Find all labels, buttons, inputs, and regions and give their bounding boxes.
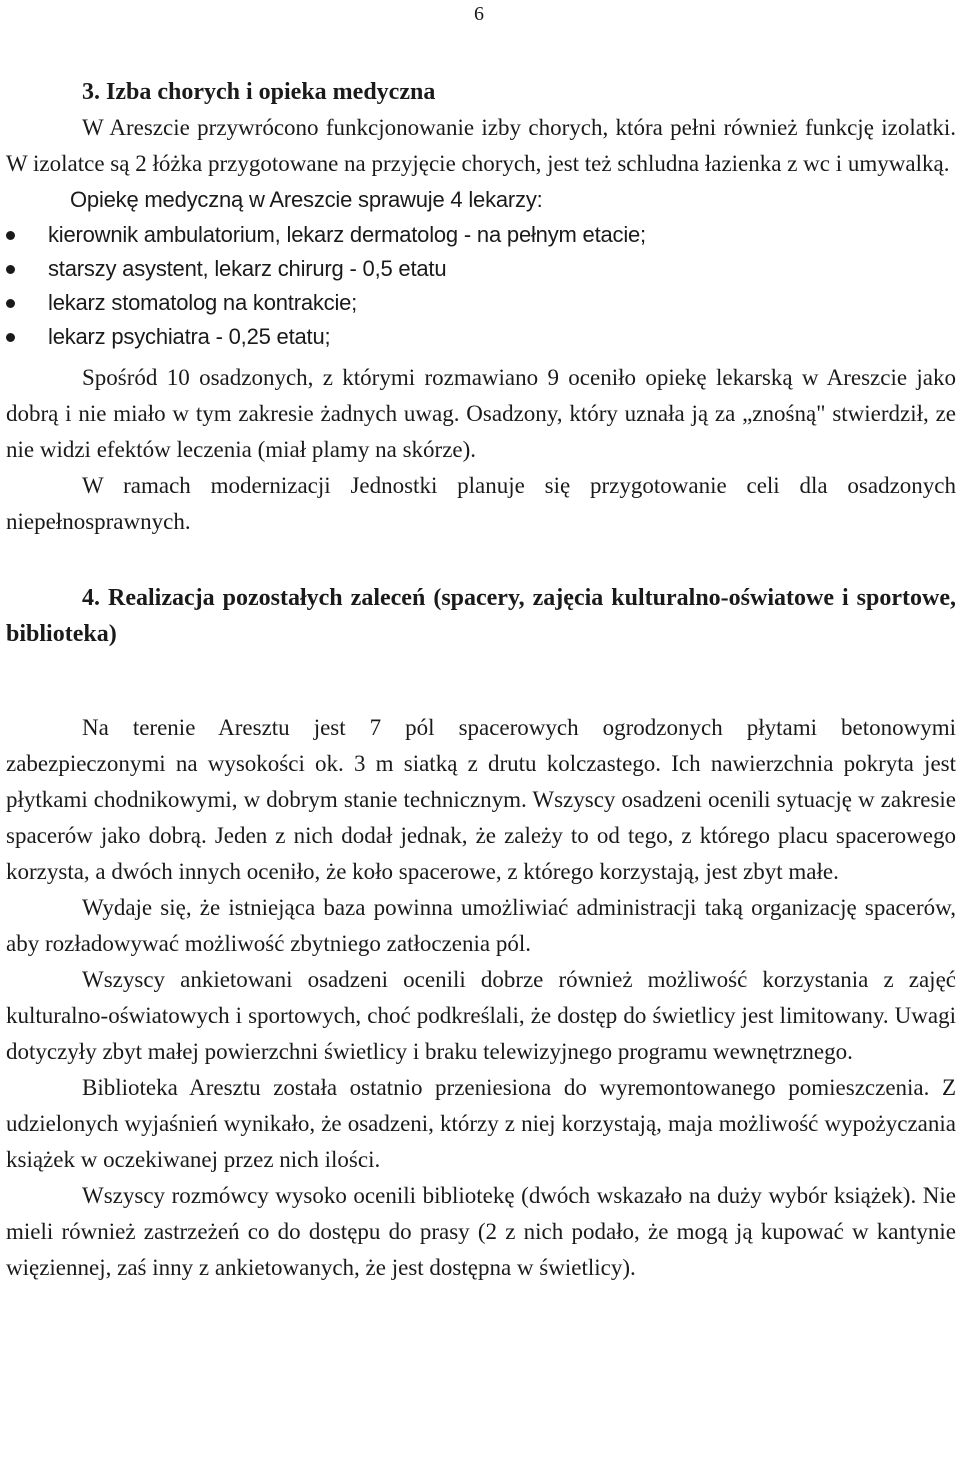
doctors-list: [6, 218, 956, 354]
section-3-heading: 3. Izba chorych i opieka medyczna: [82, 79, 436, 105]
section-3-paragraph-2: Spośród 10 osadzonych, z którymi rozmawiano 9 oceniło opiekę lekarską w Areszcie jako dobrą i nie miało w tym zakresie żadnych uwag. Osadzony, który uznała ją za „znośną" stwierdził, ze nie widzi efektów leczenia (miał plamy na skórze).: [6, 365, 956, 462]
doctors-list-item-text: kierownik ambulatorium, lekarz dermatolog - na pełnym etacie;: [48, 222, 646, 247]
doctors-list-item-text: lekarz psychiatra - 0,25 etatu;: [48, 324, 331, 349]
bullet-icon: [6, 299, 15, 308]
section-4-paragraph: Biblioteka Aresztu została ostatnio przeniesiona do wyremontowanego pomieszczenia. Z udzielonych wyjaśnień wynikało, że osadzeni, którzy z niej korzystają, maja możliwość wypożyczania książek w oczekiwanej przez nich ilości.: [6, 1075, 956, 1172]
medical-care-intro: Opiekę medyczną w Areszcie sprawuje 4 lekarzy:: [70, 187, 543, 212]
doctors-list-item-text: starszy asystent, lekarz chirurg - 0,5 etatu: [48, 256, 447, 281]
doctors-list-item: [6, 252, 956, 286]
doctors-list-item: [6, 320, 956, 354]
section-3-paragraph-3: W ramach modernizacji Jednostki planuje się przygotowanie celi dla osadzonych niepełnosprawnych.: [6, 473, 956, 534]
section-4-paragraph: Wszyscy rozmówcy wysoko ocenili bibliotekę (dwóch wskazało na duży wybór książek). Nie mieli również zastrzeżeń co do dostępu do prasy (2 z nich podało, że mogą ją kupować w kantynie więziennej, zaś inny z ankietowanych, że jest dostępna w świetlicy).: [6, 1183, 956, 1280]
doctors-list-item-text: lekarz stomatolog na kontrakcie;: [48, 290, 358, 315]
section-4-heading: 4. Realizacja pozostałych zaleceń (spacery, zajęcia kulturalno-oświatowe i sportowe, biblioteka): [6, 585, 956, 647]
doctors-list-item: [6, 218, 956, 252]
page-number: 6: [474, 3, 484, 25]
section-4-paragraph: Na terenie Aresztu jest 7 pól spacerowych ogrodzonych płytami betonowymi zabezpieczonymi na wysokości ok. 3 m siatką z drutu kolczastego. Ich nawierzchnia pokryta jest płytkami chodnikowymi, w dobrym stanie technicznym. Wszyscy osadzeni ocenili sytuację w zakresie spacerów jako dobrą. Jeden z nich dodał jednak, że zależy to od tego, z którego placu spacerowego korzysta, a dwóch innych oceniło, że koło spacerowe, z którego korzystają, jest zbyt małe.: [6, 715, 956, 884]
bullet-icon: [6, 333, 15, 342]
bullet-icon: [6, 265, 15, 274]
section-4-paragraph: Wydaje się, że istniejąca baza powinna umożliwiać administracji taką organizację spacerów, aby rozładowywać możliwość zbytniego zatłoczenia pól.: [6, 895, 956, 956]
bullet-icon: [6, 231, 15, 240]
section-4-paragraph: Wszyscy ankietowani osadzeni ocenili dobrze również możliwość korzystania z zajęć kulturalno-oświatowych i sportowych, choć podkreślali, że dostęp do świetlicy jest limitowany. Uwagi dotyczyły zbyt małej powierzchni świetlicy i braku telewizyjnego programu wewnętrznego.: [6, 967, 956, 1064]
document-content: [6, 74, 956, 1286]
doctors-list-item: [6, 286, 956, 320]
section-3-paragraph-1: W Areszcie przywrócono funkcjonowanie izby chorych, która pełni również funkcję izolatki. W izolatce są 2 łóżka przygotowane na przyjęcie chorych, jest też schludna łazienka z wc i umywalką.: [6, 115, 956, 176]
